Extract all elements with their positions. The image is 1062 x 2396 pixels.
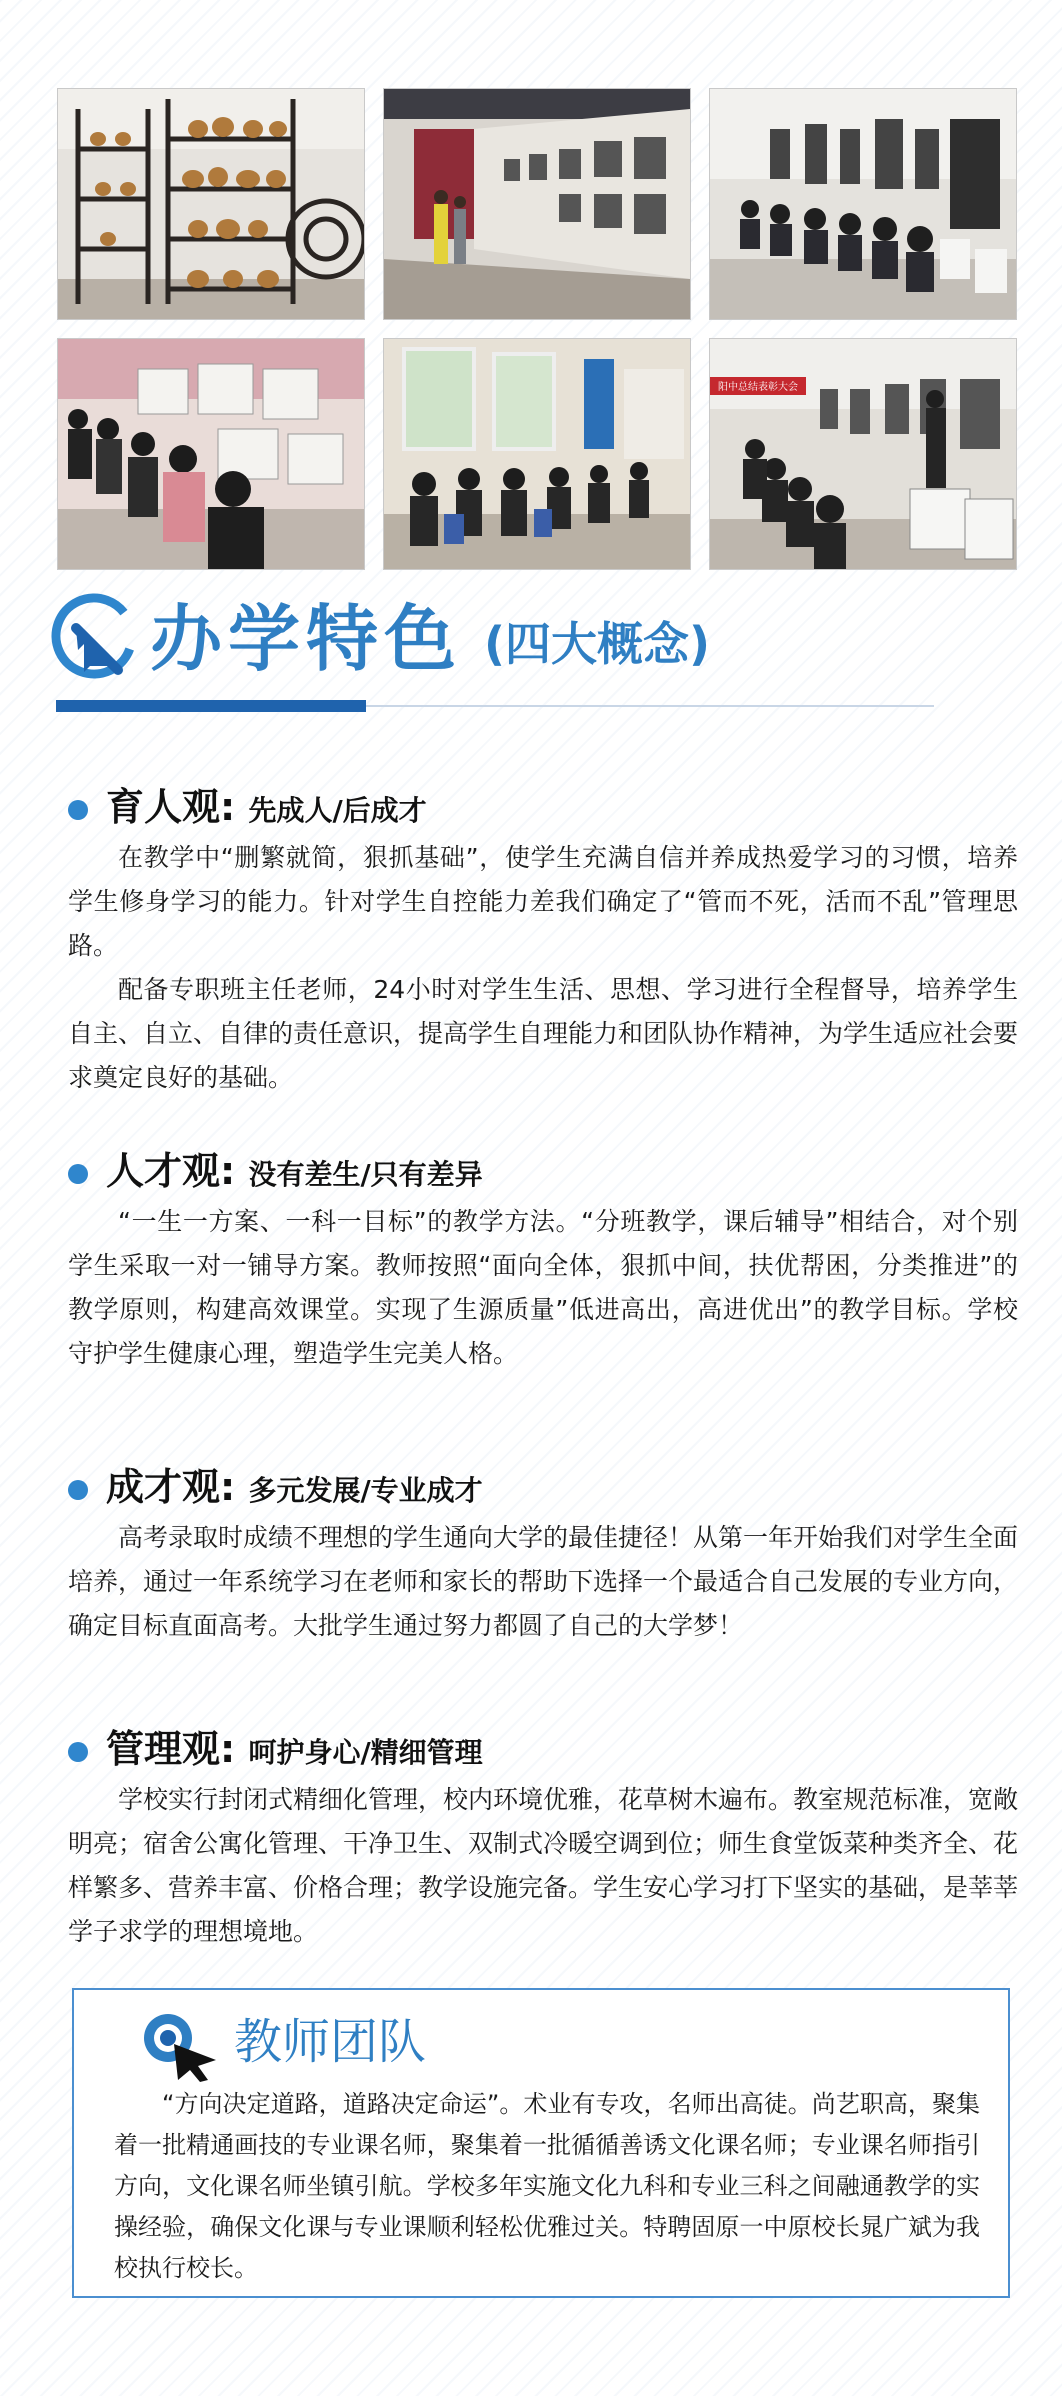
title-underline bbox=[56, 700, 934, 712]
section-paragraph: 在教学中“删繁就简，狠抓基础”，使学生充满自信并养成热爱学习的习惯，培养学生修身学习的能力。针对学生自控能力差我们确定了“管而不死，活而不乱”管理思路。 bbox=[68, 843, 1018, 960]
section-paragraph: “一生一方案、一科一目标”的教学方法。“分班教学，课后辅导”相结合，对个别学生采取一对一铺导方案。教师按照“面向全体，狠抓中间，扶优帮困，分类推进”的教学原则，构建高效课堂。实现了生源质量”低进高出，高进优出”的教学目标。学校守护学生健康心理，塑造学生完美人格。 bbox=[68, 1207, 1018, 1368]
section-paragraph: 学校实行封闭式精细化管理，校内环境优雅，花草树木遍布。教室规范标准，宽敞明亮；宿舍公寓化管理、干净卫生、双制式冷暖空调到位；师生食堂饭菜种类齐全、花样繁多、营养丰富、价格合理；教学设施完备。学生安心学习打下坚实的基础，是莘莘学子求学的理想境地。 bbox=[68, 1785, 1019, 1946]
photo-drawing-class bbox=[709, 88, 1017, 320]
section-title: 管理观: 呵护身心/精细管理 bbox=[106, 1727, 483, 1771]
section-education-view bbox=[68, 778, 1018, 1100]
photo-sculpture-shelves bbox=[57, 88, 365, 320]
section-header bbox=[46, 588, 946, 728]
cursor-target-icon bbox=[138, 2010, 220, 2082]
page-title: 办学特色 bbox=[150, 597, 463, 681]
section-title: 成才观: 多元发展/专业成才 bbox=[106, 1465, 483, 1509]
photo-hallway-exhibition bbox=[383, 88, 691, 320]
photo-students-drawing bbox=[57, 338, 365, 570]
bullet-dot-icon bbox=[68, 1164, 88, 1184]
teacher-team-box bbox=[72, 1988, 1010, 2298]
section-title: 育人观: 先成人/后成才 bbox=[106, 785, 427, 829]
photo-art-studio bbox=[709, 338, 1017, 570]
section-paragraph: 高考录取时成绩不理想的学生通向大学的最佳捷径！从第一年开始我们对学生全面培养，通过一年系统学习在老师和家长的帮助下选择一个最适合自己发展的专业方向，确定目标直面高考。大批学生通过努力都圆了自己的大学梦！ bbox=[68, 1523, 1019, 1640]
section-success-view bbox=[68, 1458, 1018, 1648]
banner-text: 阳中总结表彰大会 bbox=[718, 382, 798, 393]
arrow-circle-icon bbox=[46, 588, 142, 684]
photo-grid bbox=[57, 88, 1015, 568]
bullet-dot-icon bbox=[68, 800, 88, 820]
team-paragraph: “方向决定道路，道路决定命运”。术业有专攻，名师出高徒。尚艺职高，聚集着一批精通画技的专业课名师，聚集着一批循循善诱文化课名师；专业课名师指引方向，文化课名师坐镇引航。学校多年实施文化九科和专业三科之间融通教学的实操经验，确保文化课与专业课顺利轻松优雅过关。特聘固原一中原校长晁广斌为我校执行校长。 bbox=[114, 2090, 980, 2282]
section-management-view bbox=[68, 1720, 1018, 1954]
section-paragraph: 配备专职班主任老师，24小时对学生生活、思想、学习进行全程督导，培养学生自主、自立、自律的责任意识，提高学生自理能力和团队协作精神，为学生适应社会要求奠定良好的基础。 bbox=[68, 975, 1019, 1092]
page-subtitle: (四大概念) bbox=[484, 617, 711, 671]
section-talent-view bbox=[68, 1142, 1018, 1376]
section-title: 人才观: 没有差生/只有差异 bbox=[106, 1149, 483, 1193]
team-title: 教师团队 bbox=[234, 2014, 427, 2070]
bullet-dot-icon bbox=[68, 1742, 88, 1762]
photo-classroom-windows bbox=[383, 338, 691, 570]
bullet-dot-icon bbox=[68, 1480, 88, 1500]
